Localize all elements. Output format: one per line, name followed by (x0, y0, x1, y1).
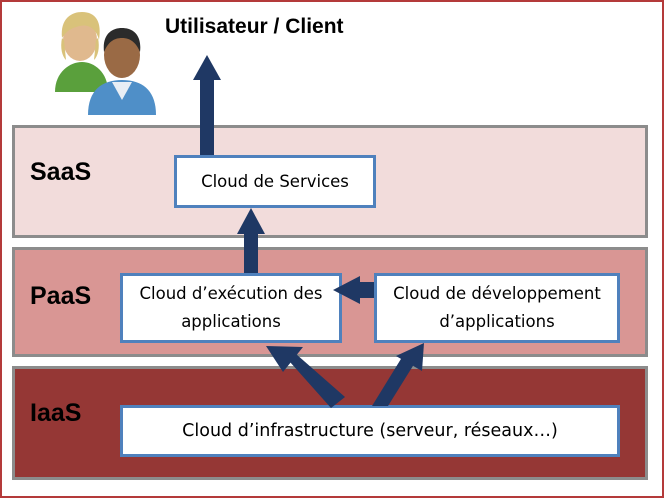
paas-label: PaaS (30, 282, 92, 310)
cloud-development-box (374, 273, 620, 343)
cloud-infrastructure-label: Cloud d’infrastructure (serveur, réseaux…) (182, 421, 558, 441)
cloud-development-label: Cloud de développement d’applications (393, 284, 601, 331)
cloud-execution-box (120, 273, 342, 343)
cloud-services-box (174, 155, 376, 208)
cloud-services-label: Cloud de Services (201, 171, 349, 191)
saas-label: SaaS (30, 158, 92, 186)
user-client-title: Utilisateur / Client (165, 15, 344, 38)
iaas-label: IaaS (30, 399, 82, 427)
cloud-infrastructure-box (120, 405, 620, 457)
cloud-execution-label: Cloud d’exécution des applications (139, 284, 323, 331)
